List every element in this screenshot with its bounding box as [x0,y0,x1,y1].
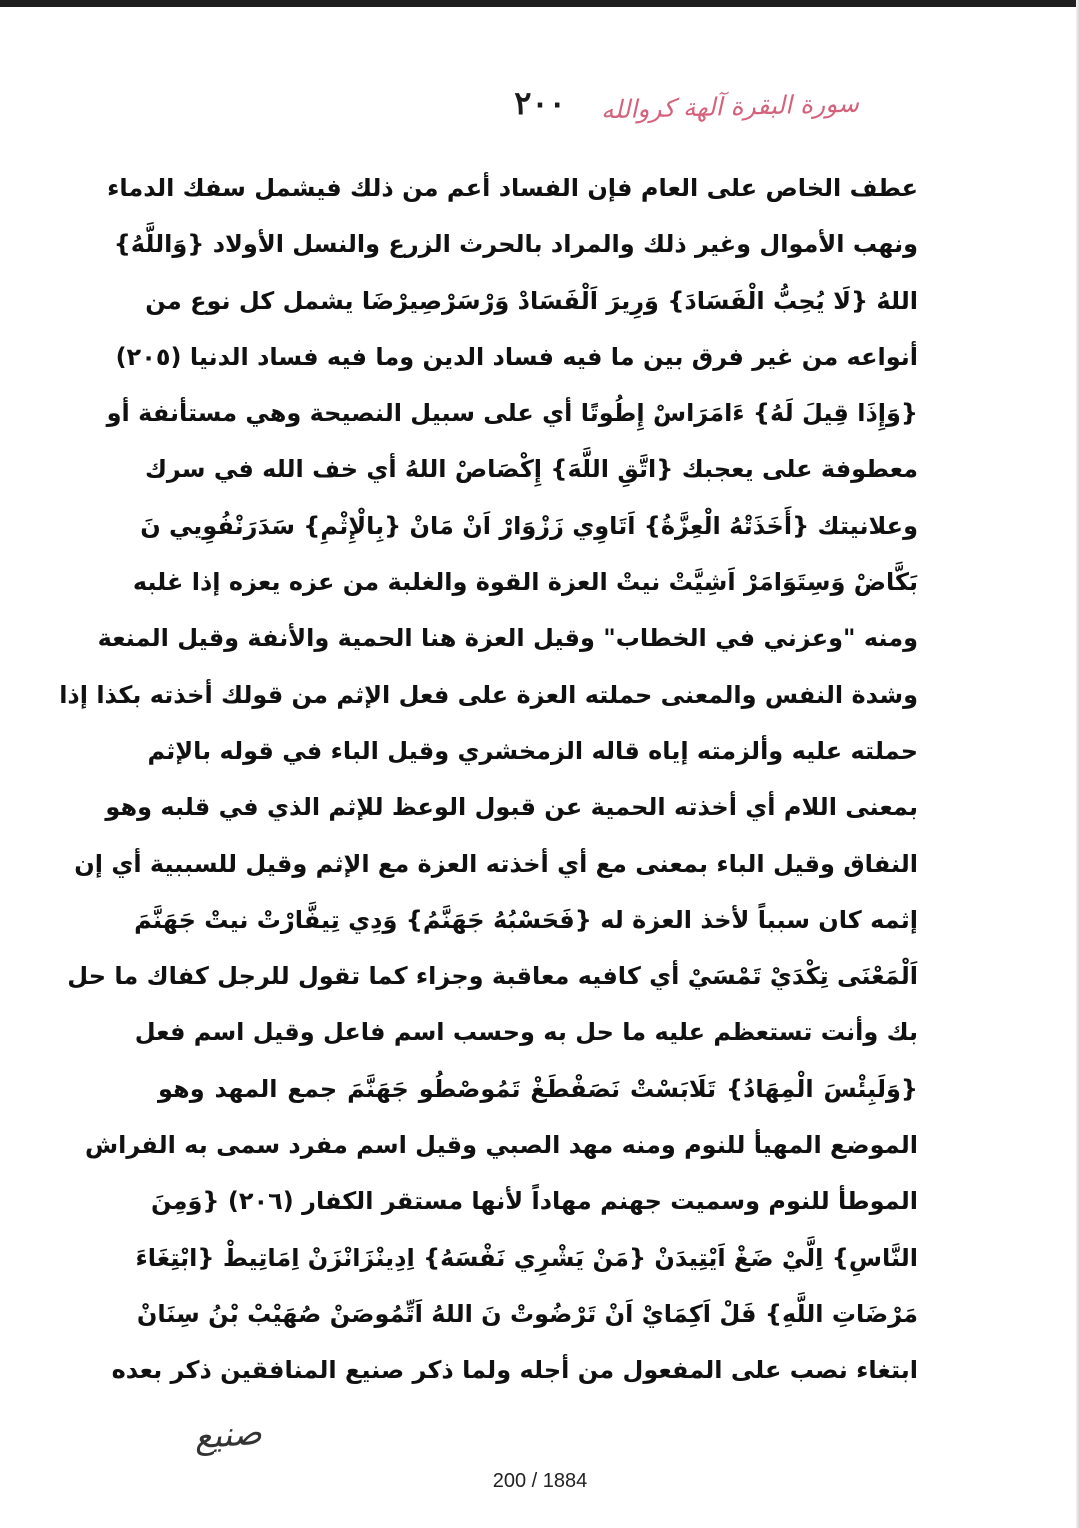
text-line: بك وأنت تستعظم عليه ما حل به وحسب اسم فاعل وقيل اسم فعل [134,1018,918,1047]
text-line: وعلانيتك {أَخَذَتْهُ الْعِزَّةُ} اَتَاوِي زَزْوَارْ اَنْ مَانْ {بِالْإِثْمِ} سَدَرَنْفُوِيي نَ [140,511,918,540]
text-line: اللهُ {لَا يُحِبُّ الْفَسَادَ} وَرِيرَ اَلْفَسَادْ وَرْسَرْصِيرْضَا يشمل كل نوع من [145,286,918,315]
page-counter: 200 / 1884 [492,1470,588,1492]
text-line: اَلْمَعْنَى تِكْدَيْ تَمْسَيْ أي كافيه معاقبة وجزاء كما تقول للرجل كفاك ما حل [67,962,918,991]
text-body [59,160,918,1399]
text-line: النَّاسِ} اِلَّيْ ضَغْ اَيْتِيدَنْ {مَنْ يَشْرِي نَفْسَهُ} اِدِينْزَانْزَنْ اِمَاتِيطْ {ابْتِغَاءَ [135,1243,918,1272]
text-line: وشدة النفس والمعنى حملته العزة على فعل الإثم من قولك أخذته بكذا إذا [59,680,918,709]
handwritten-margin-note: سورة البقرة آلهة كروالله [600,88,860,125]
scan-right-edge [1076,0,1080,1528]
text-line: الموضع المهيأ للنوم ومنه مهد الصبي وقيل اسم مفرد سمى به الفراش [85,1131,918,1160]
text-line: {وَلَبِئْسَ الْمِهَادُ} تَلَابَسْتْ نَصَفْطَغْ تَمُوصْطُو جَهَنَّمَ جمع المهد وهو [158,1074,918,1103]
text-line: ونهب الأموال وغير ذلك والمراد بالحرث الزرع والنسل الأولاد {وَاللَّهُ} [113,230,918,259]
text-line: بمعنى اللام أي أخذته الحمية عن قبول الوعظ للإثم الذي في قلبه وهو [105,793,918,822]
text-line: معطوفة على يعجبك {اتَّقِ اللَّهَ} إِكْصَاصْ اللهُ أي خف الله في سرك [144,455,918,484]
catchword: صنيع [192,1412,264,1458]
text-line: إثمه كان سبباً لأخذ العزة له {فَحَسْبُهُ جَهَنَّمُ} وَدِي تِيفَّارْتْ نيتْ جَهَنَّمَ [134,905,918,934]
text-line: عطف الخاص على العام فإن الفساد أعم من ذلك فيشمل سفك الدماء [107,174,918,202]
text-line: {وَإِذَا قِيلَ لَهُ} ءَامَرَاسْ إِطُوتًا أي على سبيل النصيحة وهي مستأنفة أو [106,399,918,428]
text-line: ابتغاء نصب على المفعول من أجله ولما ذكر صنيع المنافقين ذكر بعده [111,1356,918,1385]
text-line: أنواعه من غير فرق بين ما فيه فساد الدين وما فيه فساد الدنيا (٢٠٥) [115,342,918,371]
text-line: حملته عليه وألزمته إياه قاله الزمخشري وقيل الباء في قوله بالإثم [147,736,918,765]
text-line: ومنه "وعزني في الخطاب" وقيل العزة هنا الحمية والأنفة وقيل المنعة [97,624,918,653]
text-line: الموطأ للنوم وسميت جهنم مهاداً لأنها مستقر الكفار (٢٠٦) {وَمِنَ [151,1187,918,1216]
scan-top-edge [0,0,1080,7]
text-line: النفاق وقيل الباء بمعنى مع أي أخذته العزة مع الإثم وقيل للسببية أي إن [74,849,918,878]
text-line: مَرْضَاتِ اللَّهِ} فَلْ اَكِمَايْ اَنْ تَرْضُوتْ نَ اللهُ اَتِّمُوصَنْ صُهَيْبْ بْنُ سِنَانْ [136,1299,918,1328]
text-line: بَكَّاضْ وَسِتَوَامَرْ اَشِيَّتْ نيتْ العزة القوة والغلبة من عزه يعزه إذا غلبه [132,568,918,597]
page-number: ٢٠٠ [514,84,566,122]
